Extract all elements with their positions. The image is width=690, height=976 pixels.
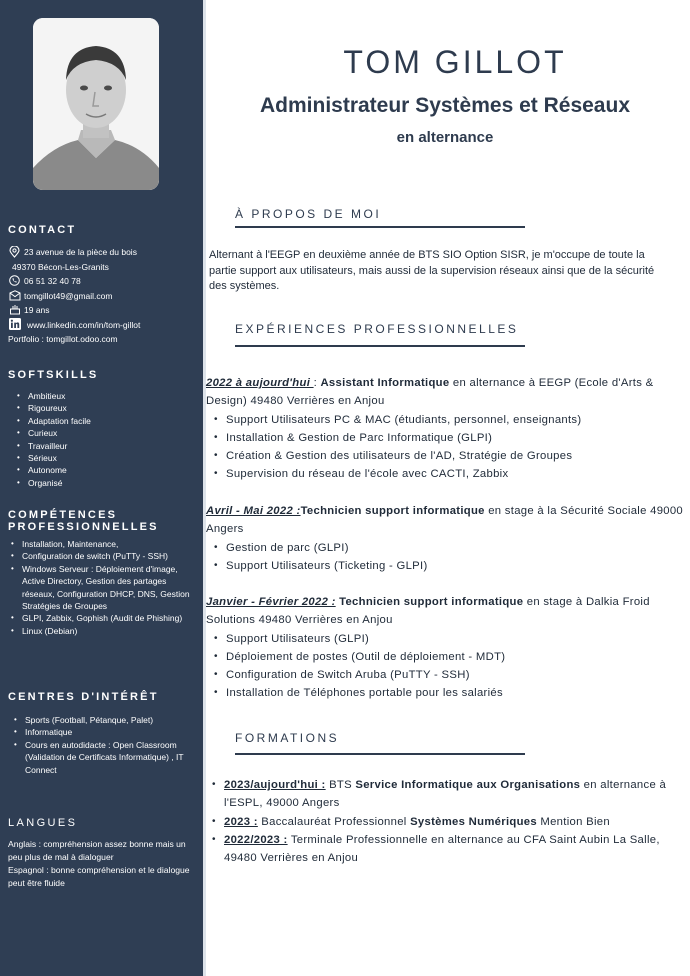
birthday-cake-icon	[8, 303, 21, 316]
experience-details: en stage à Dalkia Froid Solutions 49480 Verrières en Anjou	[206, 596, 650, 627]
contact-block	[8, 245, 198, 347]
email-text[interactable]: tomgillot49@gmail.com	[24, 290, 113, 301]
softskill-item: • Adaptation facile	[28, 415, 91, 427]
formation-item	[224, 813, 679, 831]
about-underline	[235, 226, 525, 228]
job-title: Administrateur Systèmes et Réseaux	[260, 94, 630, 117]
experience-bullets	[206, 411, 684, 484]
softskill-item: • Rigoureux	[28, 402, 91, 414]
competences-heading-line2: PROFESSIONNELLES	[8, 521, 159, 533]
competences-heading	[8, 509, 159, 533]
formation-highlight: Service Informatique aux Organisations	[355, 779, 581, 791]
job-subtitle: en alternance	[396, 129, 494, 146]
experience-item	[206, 593, 684, 703]
formation-text: BTS	[325, 779, 356, 791]
langue-espagnol: Espagnol : bonne compréhension et le dialogue peut être fluide	[8, 865, 190, 888]
competences-list	[2, 538, 200, 637]
experience-role: Technicien support informatique	[339, 596, 524, 608]
formation-item	[224, 831, 679, 868]
sidebar-divider	[203, 0, 206, 976]
formations-underline	[235, 753, 525, 755]
about-text: Alternant à l'EEGP en deuxième année de BTS SIO Option SISR, je m'occupe de toute la partie support aux utilisateurs, mais aussi de la supervision réseaux ainsi que de la sécurité des systèmes.	[209, 249, 655, 292]
experiences-heading: EXPÉRIENCES PROFESSIONNELLES	[235, 322, 519, 336]
softskills-list	[8, 390, 91, 489]
email-icon	[8, 289, 21, 302]
profile-photo	[33, 18, 159, 190]
sidebar	[0, 0, 203, 976]
experience-bullet: • Installation de Téléphones portable pour les salariés	[226, 684, 684, 702]
experience-date: Janvier - Février 2022 :	[206, 596, 336, 608]
about-heading: À PROPOS DE MOI	[235, 207, 382, 221]
experience-header	[206, 374, 684, 411]
phone-icon	[8, 274, 21, 287]
competence-item: • Windows Serveur : Déploiement d'image, Active Directory, Gestion des partages réseaux, Configuration DHCP, DNS, Gestion Stratégies de Groupes	[22, 563, 200, 613]
experience-bullet: • Support Utilisateurs (GLPI)	[226, 630, 684, 648]
portfolio-text[interactable]: Portfolio : tomgillot.odoo.com	[8, 334, 118, 344]
address-row2	[8, 260, 198, 275]
competence-item: • Installation, Maintenance,	[22, 538, 200, 550]
formation-date: 2022/2023 :	[224, 833, 288, 846]
contact-heading: CONTACT	[8, 224, 77, 236]
age-row	[8, 303, 198, 318]
address-line1: 23 avenue de la pièce du bois	[24, 247, 137, 257]
experience-bullets	[206, 630, 684, 703]
candidate-name: TOM GILLOT	[343, 44, 567, 80]
experience-item	[206, 502, 684, 575]
phone-row	[8, 274, 198, 289]
langues-heading: LANGUES	[8, 817, 78, 829]
interet-item: • Sports (Football, Pétanque, Palet)	[25, 714, 195, 726]
formations-heading: FORMATIONS	[235, 731, 340, 745]
competence-item: • Configuration de switch (PuTTy - SSH)	[22, 550, 200, 562]
experience-item	[206, 374, 684, 484]
experience-bullet: • Déploiement de postes (Outil de déploiement - MDT)	[226, 648, 684, 666]
experience-bullet: • Installation & Gestion de Parc Informatique (GLPI)	[226, 429, 684, 447]
softskill-item: • Sérieux	[28, 452, 91, 464]
competence-item: • GLPI, Zabbix, Gophish (Audit de Phishing)	[22, 612, 200, 624]
softskill-item: • Ambitieux	[28, 390, 91, 402]
formation-highlight: Systèmes Numériques	[410, 815, 537, 828]
experience-sep: :	[313, 377, 321, 389]
experience-bullet: • Gestion de parc (GLPI)	[226, 539, 684, 557]
experience-header	[206, 502, 684, 539]
phone-text[interactable]: 06 51 32 40 78	[24, 276, 81, 286]
email-row	[8, 289, 198, 304]
location-pin-icon	[8, 245, 21, 258]
experience-role: Technicien support informatique	[300, 505, 485, 517]
experiences-underline	[235, 345, 525, 347]
linkedin-text[interactable]: www.linkedin.com/in/tom-gillot	[27, 319, 141, 330]
competences-heading-line1: COMPÉTENCES	[8, 509, 118, 521]
formation-item	[224, 776, 679, 813]
experience-header	[206, 593, 684, 630]
softskill-item: • Autonome	[28, 464, 91, 476]
formation-text: Baccalauréat Professionnel	[257, 815, 411, 828]
formation-date: 2023 :	[224, 815, 258, 828]
experience-bullet: • Configuration de Switch Aruba (PuTTY - SSH)	[226, 666, 684, 684]
address-line2: 49370 Bécon-Les-Granits	[12, 261, 109, 272]
formation-date: 2023/aujourd'hui :	[224, 779, 326, 791]
softskills-heading: SOFTSKILLS	[8, 369, 99, 381]
langues-text	[8, 838, 196, 890]
interet-item: • Informatique	[25, 726, 195, 738]
experience-details: en alternance à EEGP (Ecole d'Arts & Design) 49480 Verrières en Anjou	[206, 377, 654, 408]
softskill-item: • Travailleur	[28, 440, 91, 452]
formations-list	[224, 776, 679, 867]
address-row	[8, 245, 198, 260]
experience-date: Avril - Mai 2022 :	[206, 505, 301, 517]
langue-anglais: Anglais : compréhension assez bonne mais un peu plus de mal à dialoguer	[8, 839, 186, 862]
experience-bullet: • Supervision du réseau de l'école avec CACTI, Zabbix	[226, 465, 684, 483]
interet-item: • Cours en autodidacte : Open Classroom (Validation de Certificats Informatique) , IT Connect	[25, 739, 195, 776]
softskill-item: • Organisé	[28, 477, 91, 489]
linkedin-icon	[8, 318, 21, 331]
experience-bullet: • Support Utilisateurs PC & MAC (étudiants, personnel, enseignants)	[226, 411, 684, 429]
portfolio-row	[8, 332, 198, 347]
experience-bullets	[206, 539, 684, 576]
experience-date: 2022 à aujourd'hui	[206, 377, 314, 389]
formation-text-end: en alternance à l'ESPL, 49000 Angers	[224, 779, 667, 810]
experience-bullet: • Support Utilisateurs (Ticketing - GLPI)	[226, 557, 684, 575]
age-text: 19 ans	[24, 305, 50, 315]
formation-text-end: Mention Bien	[536, 815, 610, 828]
formation-text: Terminale Professionnelle en alternance au CFA Saint Aubin La Salle, 49480 Verrières en Anjou	[224, 833, 660, 865]
interets-heading: CENTRES D'INTÉRÊT	[8, 691, 159, 703]
linkedin-row	[8, 318, 198, 333]
competence-item: • Linux (Debian)	[22, 625, 200, 637]
experience-role: Assistant Informatique	[320, 377, 450, 389]
interets-list	[5, 714, 195, 776]
experience-details: en stage à la Sécurité Sociale 49000 Angers	[206, 505, 684, 536]
experience-bullet: • Création & Gestion des utilisateurs de l'AD, Stratégie de Groupes	[226, 447, 684, 465]
softskill-item: • Curieux	[28, 427, 91, 439]
